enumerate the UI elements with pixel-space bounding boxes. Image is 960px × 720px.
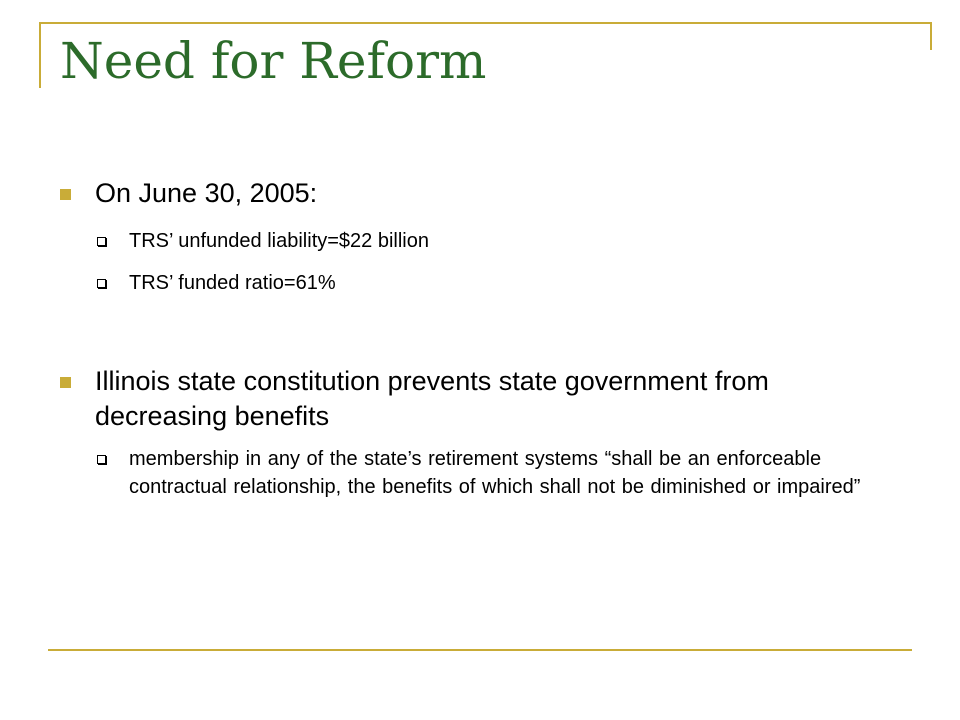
- square-bullet-icon: [60, 189, 71, 200]
- bullet-group-2: [60, 364, 890, 501]
- slide-title: Need for Reform: [60, 32, 487, 90]
- hollow-square-bullet-icon: [97, 455, 106, 464]
- sub-bullet-item: [60, 269, 890, 297]
- bullet-item: [60, 364, 890, 433]
- square-bullet-icon: [60, 377, 71, 388]
- hollow-square-bullet-icon: [97, 237, 106, 246]
- sub-bullet-text: membership in any of the state’s retirement systems “shall be an enforceable contractual relationship, the benefits of which shall not be diminished or impaired”: [129, 448, 861, 499]
- top-rule: [40, 22, 932, 24]
- right-rule: [930, 22, 932, 50]
- sub-bullet-item: [60, 227, 890, 255]
- bullet-item: [60, 176, 890, 211]
- sub-bullet-text: TRS’ funded ratio=61%: [129, 271, 336, 294]
- bullet-text: On June 30, 2005:: [95, 178, 318, 208]
- sub-bullet-text: TRS’ unfunded liability=$22 billion: [129, 229, 429, 252]
- bullet-text: Illinois state constitution prevents state government from decreasing benefits: [95, 366, 769, 431]
- left-rule: [39, 22, 41, 88]
- bullet-group-1: [60, 176, 890, 297]
- sub-bullet-item: [60, 445, 890, 501]
- hollow-square-bullet-icon: [97, 279, 106, 288]
- bottom-rule: [48, 649, 912, 651]
